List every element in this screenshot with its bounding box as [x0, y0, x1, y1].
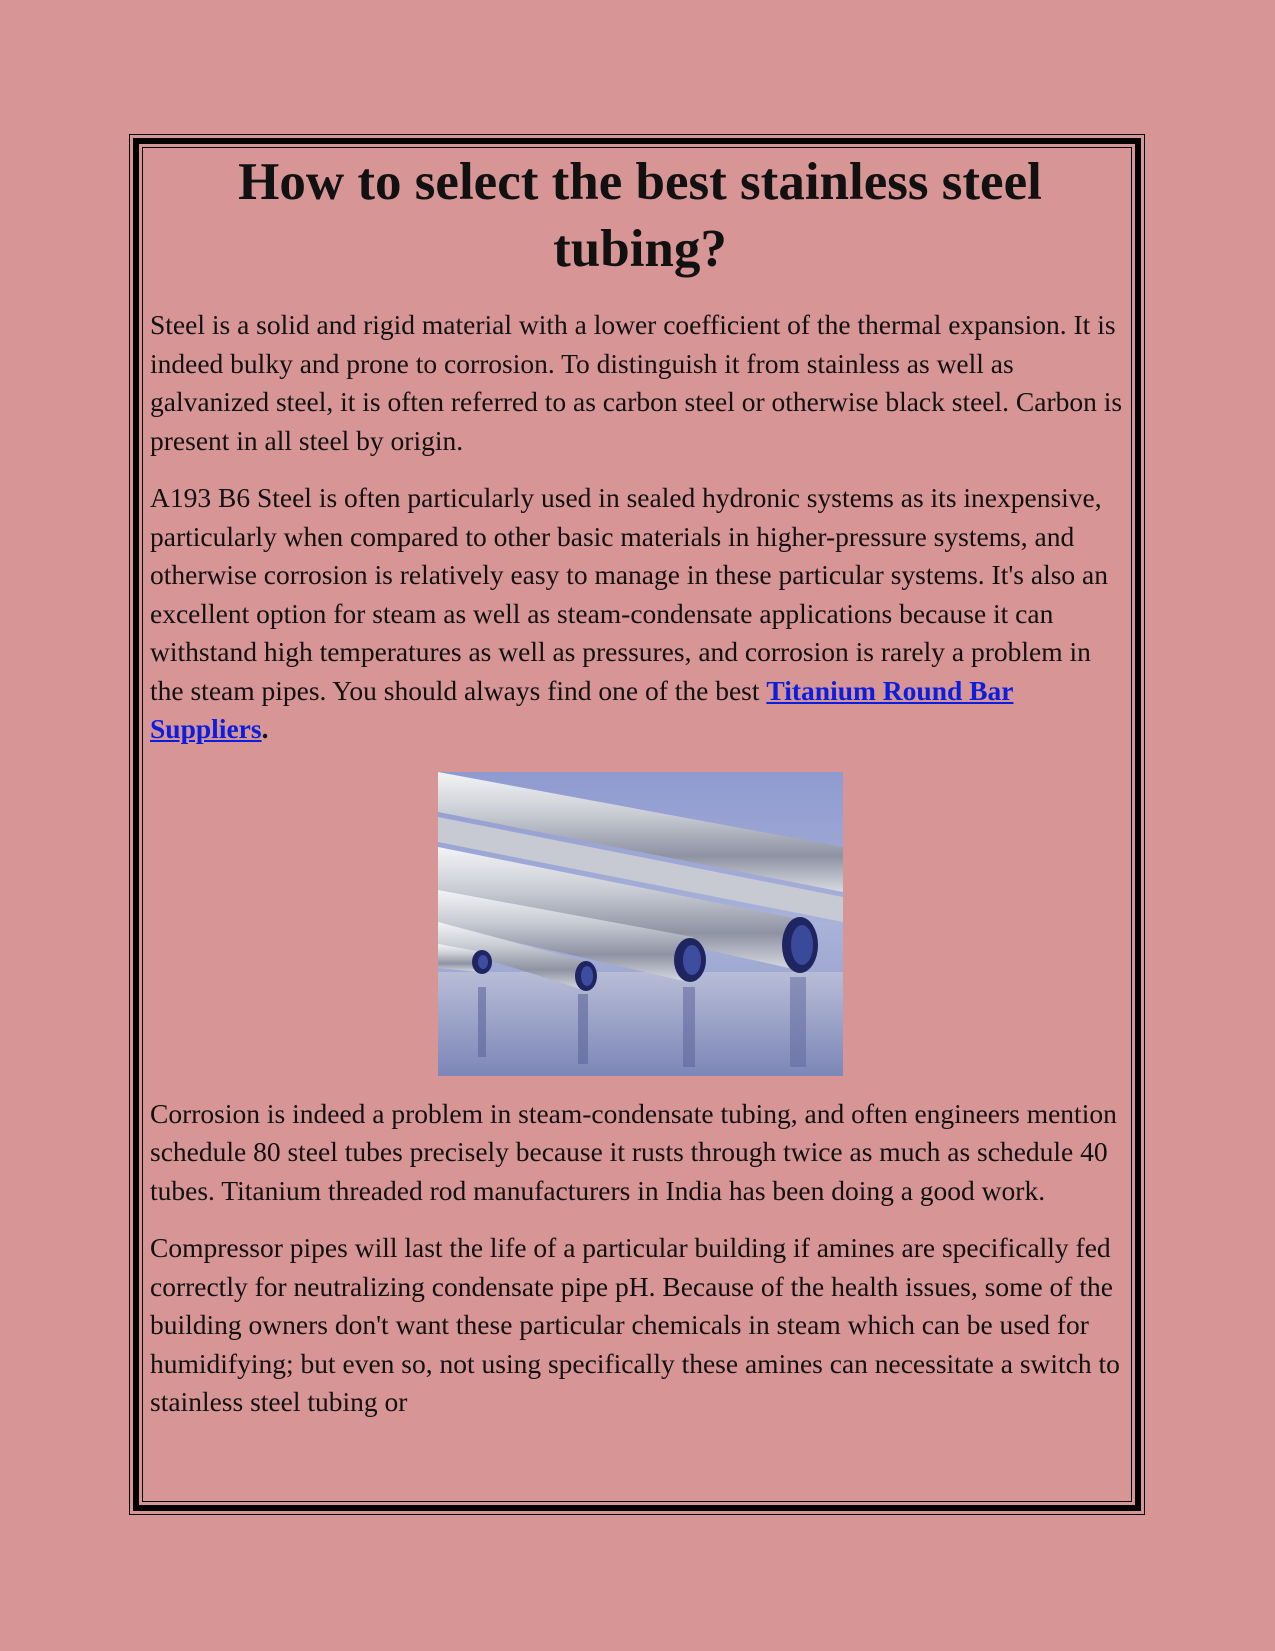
paragraph-intro: Steel is a solid and rigid material with a lower coefficient of the thermal expansion. It is indeed bulky and prone to corrosion. To distinguish it from stainless as well as galvanized steel, it is often referred to as carbon steel or otherwise black steel. Carbon is present in all steel by origin. — [150, 309, 1123, 456]
titanium-round-bar-suppliers-link[interactable]: Titanium Round Bar Suppliers — [150, 674, 1014, 744]
paragraph-a193-text: A193 B6 Steel is often particularly used in sealed hydronic systems as its inexpensive, particularly when compared to other basic materials in higher-pressure systems, and otherwise corrosion is relatively easy to manage in these particular systems. It's also an excellent option for steam as well as steam-condensate applications because it can withstand high temperatures as well as pressures, and corrosion is rarely a problem in the steam pipes. You should always find one of the best — [150, 482, 1109, 706]
document-body — [150, 146, 1130, 1476]
paragraph-a193-end: . — [261, 713, 269, 744]
stainless-steel-tubes-image — [438, 772, 843, 1076]
paragraph-a193 — [150, 479, 1130, 749]
paragraph-corrosion: Corrosion is indeed a problem in steam-condensate tubing, and often engineers mention schedule 80 steel tubes precisely because it rusts through twice as much as schedule 40 tubes. Titanium threaded rod manufacturers in India has been doing a good work. — [150, 1097, 1117, 1206]
paragraph-compressor: Compressor pipes will last the life of a particular building if amines are specifically fed correctly for neutralizing condensate pipe pH. Because of the health issues, some of the building owners don't want these particular chemicals in steam which can be used for humidifying; but even so, not using specifically these amines can necessitate a switch to stainless steel tubing or — [150, 1232, 1120, 1417]
document-title: How to select the best stainless steel tubing? — [238, 153, 1042, 278]
